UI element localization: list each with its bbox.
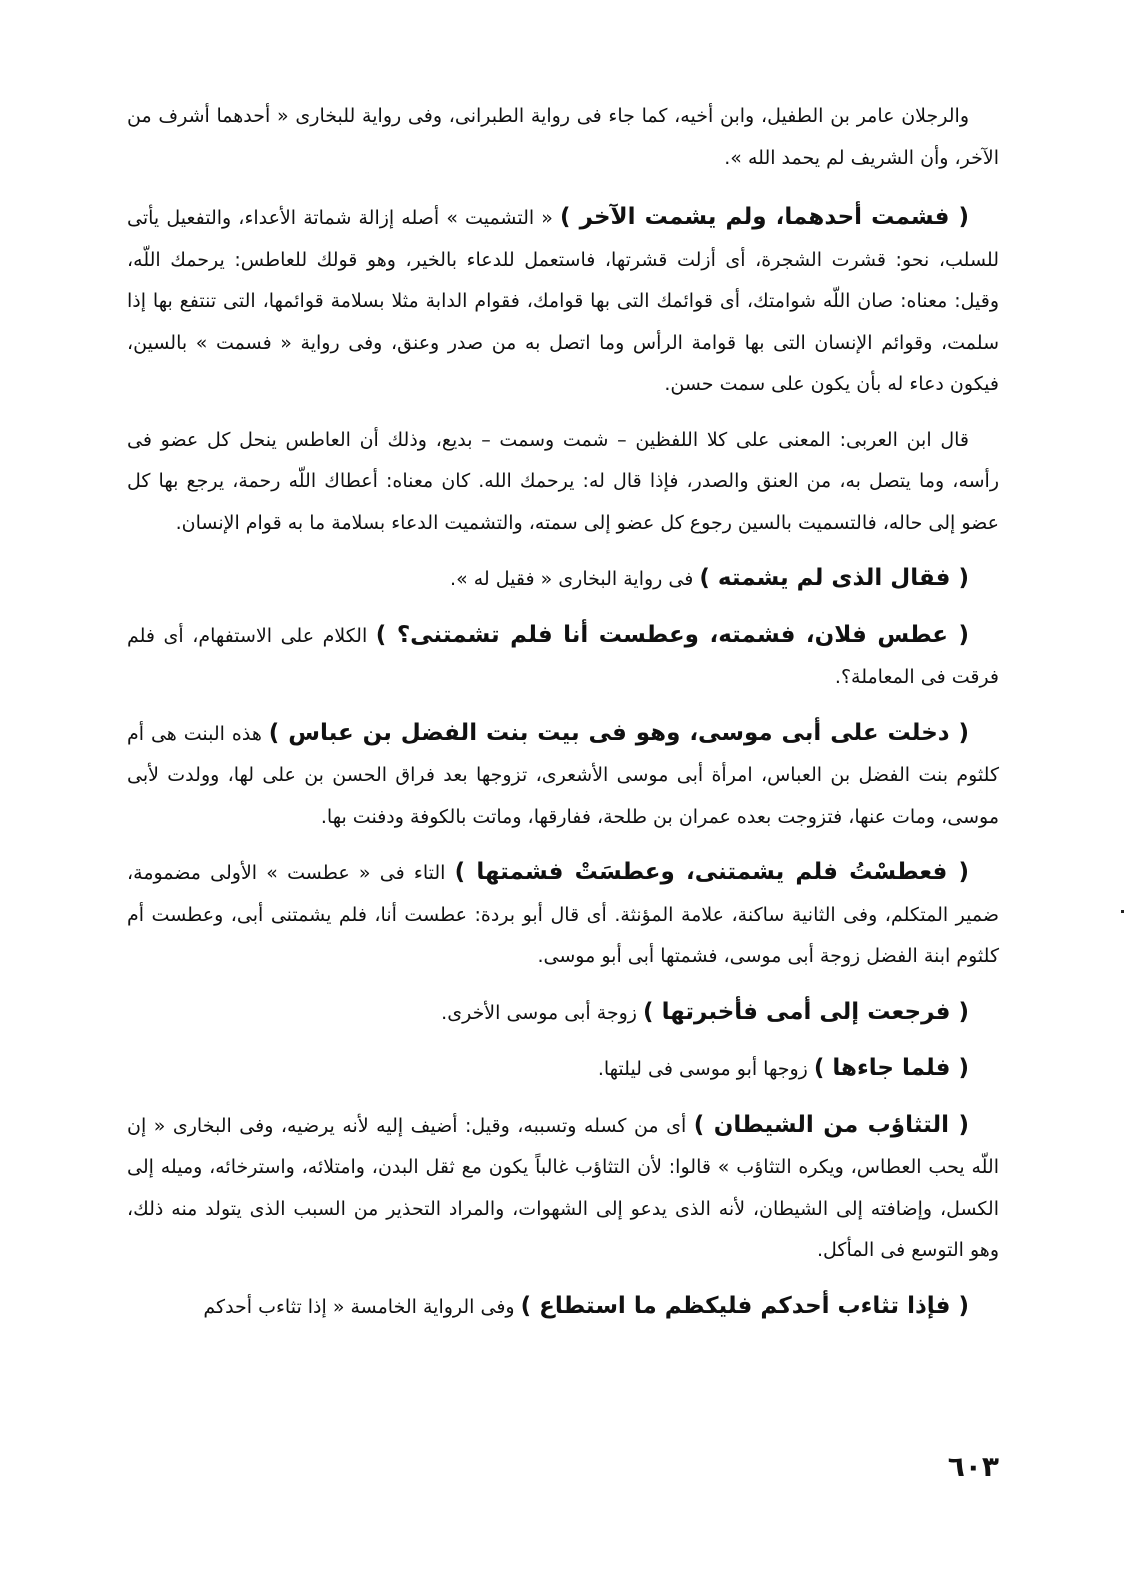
paragraph-8 xyxy=(127,992,999,1035)
paragraph-text: الكلام على الاستفهام، أى فلم فرقت فى المعاملة؟. xyxy=(127,624,999,688)
paragraph-7 xyxy=(127,852,999,978)
close-paren: ) xyxy=(699,565,718,591)
headword: دخلت على أبى موسى، وهو فى بيت بنت الفضل بن عباس xyxy=(288,719,950,746)
headword: فرجعت إلى أمى فأخبرتها xyxy=(661,998,951,1025)
open-paren: ( xyxy=(949,719,969,746)
headword: التثاؤب من الشيطان xyxy=(713,1111,949,1138)
close-paren: ) xyxy=(268,719,289,746)
close-paren: ) xyxy=(693,1111,714,1138)
paragraph-text: التاء فى « عطست » الأولى مضمومة، ضمير المتكلم، وفى الثانية ساكنة، علامة المؤنثة. أى قال أبو بردة: عطست أنا، فلم يشمتنى أبى، وعطست أم كلثوم ابنة الفضل زوجة أبى موسى، فشمتها أبى أبو موسى. xyxy=(127,862,999,967)
headword: فقال الذى لم يشمته xyxy=(717,565,951,591)
open-paren: ( xyxy=(950,1055,969,1081)
paragraph-text: هذه البنت هى أم كلثوم بنت الفضل بن العباس، امرأة أبى موسى الأشعرى، تزوجها بعد فراق الحسن بن على لها، وولدت لأبى موسى، ومات عنها، فتزوجت بعده عمران بن طلحة، ففارقها، وماتت بالكوفة ودفنت بها. xyxy=(127,722,999,828)
paragraph-text: وفى الرواية الخامسة « إذا تثاءب أحدكم xyxy=(203,1295,515,1318)
paragraph-5 xyxy=(127,615,999,699)
paragraph-9 xyxy=(127,1048,999,1091)
close-paren: ) xyxy=(813,1055,833,1081)
open-paren: ( xyxy=(950,565,969,591)
headword: فشمت أحدهما، ولم يشمت الآخر xyxy=(579,204,950,230)
open-paren: ( xyxy=(947,621,969,648)
paragraph-3 xyxy=(127,420,999,545)
paragraph-10 xyxy=(127,1105,999,1272)
paragraph-1 xyxy=(127,96,999,179)
paragraph-2 xyxy=(127,197,999,406)
paragraph-text: أى من كسله وتسببه، وقيل: أضيف إليه لأنه يرضيه، وفى البخارى « إن اللّه يحب العطاس، ويكره التثاؤب » قالوا: لأن التثاؤب غالباً يكون مع ثقل البدن، وامتلائه، واسترخائه، وميله إلى الكسل، وإضافته إلى الشيطان، لأنه الذى يدعو إلى الشهوات، والمراد التحذير من السبب الذى يتولد منه ذلك، وهو التوسع فى المأكل. xyxy=(127,1114,999,1261)
open-paren: ( xyxy=(949,204,969,230)
close-paren: ) xyxy=(375,621,397,648)
close-paren: ) xyxy=(560,204,580,230)
open-paren: ( xyxy=(947,859,969,885)
paragraph-text: قال ابن العربى: المعنى على كلا اللفظين – شمت وسمت – بديع، وذلك أن العاطس ينحل كل عضو فى رأسه، وما يتصل به، من العنق والصدر، فإذا قال له: يرحمك الله. كان معناه: أعطاك اللّه رحمة، يرجع بها كل عضو إلى حاله، فالتسميت بالسين رجوع كل عضو إلى سمته، والتشميت الدعاء بسلامة ما به قوام الإنسان. xyxy=(127,428,999,534)
close-paren: ) xyxy=(520,1292,540,1319)
paragraph-text: فى رواية البخارى « فقيل له ». xyxy=(450,568,694,590)
open-paren: ( xyxy=(949,1111,969,1138)
paragraph-text: زوجة أبى موسى الأخرى. xyxy=(441,1001,637,1024)
close-paren: ) xyxy=(454,859,477,885)
paragraph-text: زوجها أبو موسى فى ليلتها. xyxy=(597,1058,808,1080)
headword: فعطسْتُ فلم يشمتنى، وعطسَتْ فشمتها xyxy=(476,859,948,885)
open-paren: ( xyxy=(950,998,969,1025)
paragraph-text: والرجلان عامر بن الطفيل، وابن أخيه، كما جاء فى رواية الطبرانى، وفى رواية للبخارى « أحدهما أشرف من الآخر، وأن الشريف لم يحمد الله ». xyxy=(127,105,999,169)
paragraph-11 xyxy=(127,1286,999,1329)
headword: فإذا تثاءب أحدكم فليكظم ما استطاع xyxy=(539,1292,951,1319)
headword: فلما جاءها xyxy=(832,1055,951,1081)
page-body xyxy=(127,96,999,1342)
open-paren: ( xyxy=(950,1292,969,1319)
scan-speck xyxy=(1121,910,1124,913)
page-number: ٦٠٣ xyxy=(947,1450,999,1483)
paragraph-text: « التشميت » أصله إزالة شماتة الأعداء، والتفعيل يأتى للسلب، نحو: قشرت الشجرة، أى أزلت قشرتها، فاستعمل للدعاء بالخير، وهو قولك للعاطس: يرحمك اللّه، وقيل: معناه: صان اللّه شوامتك، أى قوائمك التى بها قوامك، فقوام الدابة مثلا بسلامة قوائمها، التى تنتفع بها إذا سلمت، وقوائم الإنسان التى بها قوامة الرأس وما اتصل به من صدر وعنق، وفى رواية « فسمت » بالسين، فيكون دعاء له بأن يكون على سمت حسن. xyxy=(127,207,999,395)
headword: عطس فلان، فشمته، وعطست أنا فلم تشمتنى؟ xyxy=(396,621,948,648)
close-paren: ) xyxy=(643,998,662,1025)
paragraph-6 xyxy=(127,713,999,839)
paragraph-4 xyxy=(127,558,999,601)
